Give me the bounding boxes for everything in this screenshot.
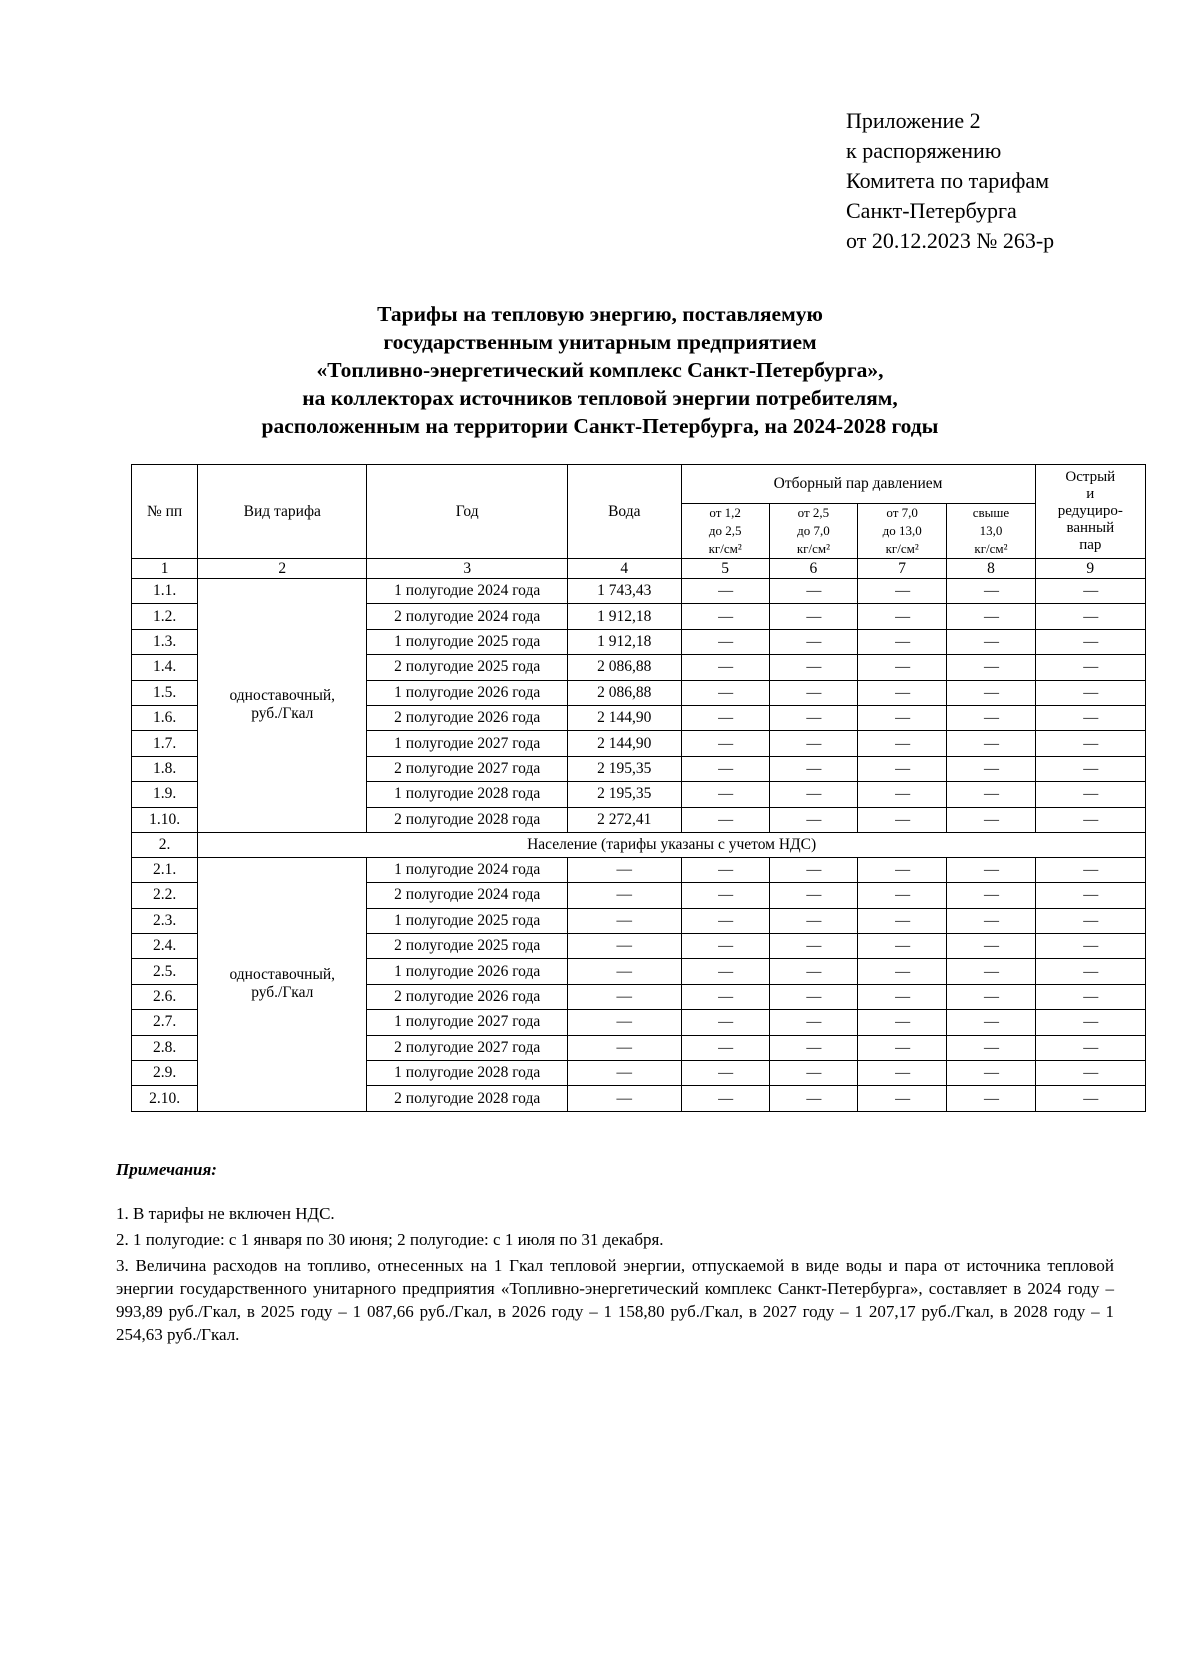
row-dash-cell: — (947, 1061, 1035, 1086)
row-dash-cell: — (769, 655, 857, 680)
row-dash-cell: — (947, 959, 1035, 984)
row-dash-cell: — (769, 782, 857, 807)
row-dash-cell: — (1035, 1035, 1145, 1060)
row-num: 2.10. (132, 1086, 198, 1111)
row-dash-cell: — (858, 908, 947, 933)
row-num: 2.9. (132, 1061, 198, 1086)
row-dash-cell: — (681, 908, 769, 933)
row-dash-cell: — (947, 1035, 1035, 1060)
header-year: Год (367, 465, 568, 559)
row-dash-cell: — (681, 984, 769, 1009)
row-dash-cell: — (769, 731, 857, 756)
row-dash-cell: — (769, 984, 857, 1009)
column-number-row (132, 559, 1146, 579)
column-number: 7 (858, 559, 947, 579)
row-dash-cell: — (769, 857, 857, 882)
row-dash-cell: — (681, 1010, 769, 1035)
row-num: 1.8. (132, 756, 198, 781)
row-dash-cell: — (769, 807, 857, 832)
title-line: государственным унитарным предприятием (383, 330, 817, 354)
row-water: 1 743,43 (568, 579, 681, 604)
row-dash-cell: — (1035, 1061, 1145, 1086)
row-num: 2.1. (132, 857, 198, 882)
row-dash-cell: — (681, 756, 769, 781)
row-water: — (568, 908, 681, 933)
row-dash-cell: — (858, 984, 947, 1009)
row-dash-cell: — (681, 782, 769, 807)
row-year: 1 полугодие 2028 года (367, 782, 568, 807)
row-dash-cell: — (1035, 857, 1145, 882)
row-year: 1 полугодие 2027 года (367, 1010, 568, 1035)
row-dash-cell: — (858, 857, 947, 882)
row-dash-cell: — (681, 807, 769, 832)
row-dash-cell: — (858, 807, 947, 832)
tariff-type-line: одноставочный, (229, 966, 336, 984)
header-sharp-steam-line: ванный (1066, 520, 1115, 536)
row-dash-cell: — (947, 984, 1035, 1009)
header-steam-4-line: 13,0 (979, 523, 1003, 538)
row-num: 1.1. (132, 579, 198, 604)
header-steam-2-line: от 2,5 (797, 505, 830, 520)
row-dash-cell: — (858, 1035, 947, 1060)
row-water: — (568, 1061, 681, 1086)
row-year: 1 полугодие 2026 года (367, 680, 568, 705)
row-dash-cell: — (1035, 807, 1145, 832)
row-dash-cell: — (681, 680, 769, 705)
row-dash-cell: — (858, 604, 947, 629)
row-dash-cell: — (769, 629, 857, 654)
tariff-type-line: одноставочный, (229, 687, 336, 705)
column-number: 3 (367, 559, 568, 579)
row-num: 2.2. (132, 883, 198, 908)
row-dash-cell: — (681, 731, 769, 756)
header-steam-1 (681, 504, 769, 559)
row-num: 1.9. (132, 782, 198, 807)
row-dash-cell: — (1035, 680, 1145, 705)
notes-title: Примечания: (116, 1160, 217, 1179)
section-label: Население (тарифы указаны с учетом НДС) (198, 832, 1146, 857)
row-water: — (568, 934, 681, 959)
row-water: — (568, 1086, 681, 1111)
row-dash-cell: — (1035, 604, 1145, 629)
row-num: 1.10. (132, 807, 198, 832)
row-dash-cell: — (1035, 756, 1145, 781)
header-sharp-steam (1035, 465, 1145, 559)
row-year: 2 полугодие 2028 года (367, 1086, 568, 1111)
header-sharp-steam-line: редуциро- (1057, 503, 1123, 519)
appendix-line: от 20.12.2023 № 263-р (846, 228, 1055, 253)
row-dash-cell: — (947, 680, 1035, 705)
row-dash-cell: — (947, 1086, 1035, 1111)
row-dash-cell: — (1035, 731, 1145, 756)
header-sharp-steam-line: пар (1079, 537, 1102, 553)
row-water: 2 195,35 (568, 756, 681, 781)
row-water: — (568, 1035, 681, 1060)
row-dash-cell: — (947, 731, 1035, 756)
row-dash-cell: — (769, 959, 857, 984)
header-steam-4-line: кг/см² (974, 541, 1008, 556)
row-year: 1 полугодие 2025 года (367, 629, 568, 654)
tariff-type-line: руб./Гкал (251, 705, 314, 723)
row-dash-cell: — (1035, 629, 1145, 654)
row-dash-cell: — (681, 655, 769, 680)
row-num: 2.5. (132, 959, 198, 984)
appendix-line: Санкт-Петербурга (846, 198, 1017, 223)
row-num: 2.6. (132, 984, 198, 1009)
row-dash-cell: — (858, 705, 947, 730)
row-dash-cell: — (1035, 705, 1145, 730)
row-year: 1 полугодие 2024 года (367, 857, 568, 882)
row-water: 2 144,90 (568, 731, 681, 756)
row-dash-cell: — (947, 655, 1035, 680)
row-year: 1 полугодие 2027 года (367, 731, 568, 756)
row-dash-cell: — (769, 604, 857, 629)
row-dash-cell: — (858, 934, 947, 959)
notes-section (116, 1160, 1114, 1349)
appendix-line: Приложение 2 (846, 108, 981, 133)
header-num: № пп (132, 465, 198, 559)
row-dash-cell: — (1035, 908, 1145, 933)
table-row (132, 579, 1146, 604)
header-steam-3-line: кг/см² (885, 541, 919, 556)
column-number: 9 (1035, 559, 1145, 579)
header-sharp-steam-line: и (1086, 486, 1095, 502)
row-year: 1 полугодие 2028 года (367, 1061, 568, 1086)
row-dash-cell: — (681, 604, 769, 629)
row-dash-cell: — (681, 1086, 769, 1111)
column-number: 2 (198, 559, 367, 579)
row-dash-cell: — (681, 1061, 769, 1086)
row-dash-cell: — (858, 655, 947, 680)
row-dash-cell: — (1035, 782, 1145, 807)
row-dash-cell: — (681, 959, 769, 984)
row-dash-cell: — (769, 883, 857, 908)
header-steam-2-line: кг/см² (796, 541, 830, 556)
header-steam-1-line: от 1,2 (709, 505, 741, 520)
row-year: 1 полугодие 2026 года (367, 959, 568, 984)
column-number: 6 (769, 559, 857, 579)
row-dash-cell: — (858, 1010, 947, 1035)
row-year: 2 полугодие 2027 года (367, 756, 568, 781)
note-item: 1. В тарифы не включен НДС. (116, 1204, 335, 1223)
row-dash-cell: — (858, 680, 947, 705)
row-year: 1 полугодие 2025 года (367, 908, 568, 933)
row-dash-cell: — (858, 731, 947, 756)
header-steam-1-line: кг/см² (708, 541, 742, 556)
row-dash-cell: — (1035, 934, 1145, 959)
row-num: 1.2. (132, 604, 198, 629)
tariff-table (131, 464, 1146, 1112)
header-sharp-steam-line: Острый (1065, 469, 1116, 485)
row-dash-cell: — (947, 705, 1035, 730)
row-dash-cell: — (858, 1086, 947, 1111)
row-num: 1.7. (132, 731, 198, 756)
row-num: 1.4. (132, 655, 198, 680)
title-line: Тарифы на тепловую энергию, поставляемую (377, 302, 823, 326)
row-dash-cell: — (1035, 1010, 1145, 1035)
row-dash-cell: — (947, 579, 1035, 604)
row-water: 2 086,88 (568, 680, 681, 705)
row-dash-cell: — (947, 883, 1035, 908)
row-year: 2 полугодие 2026 года (367, 705, 568, 730)
header-tariff-type: Вид тарифа (198, 465, 367, 559)
row-dash-cell: — (858, 756, 947, 781)
row-num: 1.6. (132, 705, 198, 730)
header-steam-3-line: от 7,0 (886, 505, 918, 520)
row-dash-cell: — (947, 857, 1035, 882)
row-water: 1 912,18 (568, 629, 681, 654)
row-year: 2 полугодие 2025 года (367, 934, 568, 959)
row-dash-cell: — (769, 705, 857, 730)
table-row (132, 857, 1146, 882)
row-dash-cell: — (1035, 984, 1145, 1009)
row-year: 2 полугодие 2027 года (367, 1035, 568, 1060)
row-year: 2 полугодие 2024 года (367, 604, 568, 629)
row-dash-cell: — (769, 1035, 857, 1060)
header-water: Вода (568, 465, 681, 559)
row-water: 2 195,35 (568, 782, 681, 807)
row-dash-cell: — (769, 1086, 857, 1111)
row-dash-cell: — (947, 934, 1035, 959)
row-dash-cell: — (681, 705, 769, 730)
row-dash-cell: — (858, 782, 947, 807)
row-num: 1.3. (132, 629, 198, 654)
row-dash-cell: — (1035, 959, 1145, 984)
row-dash-cell: — (947, 1010, 1035, 1035)
row-dash-cell: — (681, 579, 769, 604)
row-dash-cell: — (947, 604, 1035, 629)
title-line: на коллекторах источников тепловой энергии потребителям, (302, 386, 898, 410)
row-water: — (568, 883, 681, 908)
row-water: — (568, 984, 681, 1009)
row-dash-cell: — (858, 959, 947, 984)
header-steam-4 (947, 504, 1035, 559)
column-number: 5 (681, 559, 769, 579)
section-num: 2. (132, 832, 198, 857)
row-dash-cell: — (681, 629, 769, 654)
row-dash-cell: — (681, 934, 769, 959)
row-dash-cell: — (858, 579, 947, 604)
header-steam-1-line: до 2,5 (708, 523, 742, 538)
document-title (150, 300, 1050, 440)
column-number: 8 (947, 559, 1035, 579)
row-water: 2 144,90 (568, 705, 681, 730)
row-dash-cell: — (858, 1061, 947, 1086)
appendix-line: Комитета по тарифам (846, 168, 1050, 193)
row-water: — (568, 857, 681, 882)
row-water: 2 272,41 (568, 807, 681, 832)
header-steam-2 (769, 504, 857, 559)
header-steam-2-line: до 7,0 (797, 523, 830, 538)
header-steam-group: Отборный пар давлением (681, 465, 1035, 504)
row-num: 2.3. (132, 908, 198, 933)
row-dash-cell: — (947, 908, 1035, 933)
row-year: 1 полугодие 2024 года (367, 579, 568, 604)
appendix-reference (846, 106, 1054, 256)
row-dash-cell: — (858, 883, 947, 908)
header-steam-3-line: до 13,0 (882, 523, 922, 538)
header-steam-3 (858, 504, 947, 559)
row-dash-cell: — (769, 934, 857, 959)
row-dash-cell: — (769, 756, 857, 781)
group1-tariff-type (198, 579, 367, 833)
row-dash-cell: — (769, 1010, 857, 1035)
row-water: — (568, 959, 681, 984)
tariff-type-line: руб./Гкал (251, 984, 314, 1002)
row-water: 1 912,18 (568, 604, 681, 629)
group2-tariff-type (198, 857, 367, 1111)
row-num: 1.5. (132, 680, 198, 705)
row-dash-cell: — (681, 857, 769, 882)
row-dash-cell: — (769, 908, 857, 933)
row-dash-cell: — (769, 579, 857, 604)
row-dash-cell: — (947, 629, 1035, 654)
row-dash-cell: — (1035, 579, 1145, 604)
row-num: 2.7. (132, 1010, 198, 1035)
row-dash-cell: — (1035, 655, 1145, 680)
row-dash-cell: — (1035, 883, 1145, 908)
row-dash-cell: — (1035, 1086, 1145, 1111)
title-line: «Топливно-энергетический комплекс Санкт-Петербурга», (316, 358, 884, 382)
row-water: 2 086,88 (568, 655, 681, 680)
column-number: 4 (568, 559, 681, 579)
title-line: расположенным на территории Санкт-Петербурга, на 2024-2028 годы (261, 414, 939, 438)
note-item: 3. Величина расходов на топливо, отнесенных на 1 Гкал тепловой энергии, отпускаемой в виде воды и пара от источника тепловой энергии государственного унитарного предприятия «Топливно-энергетический комплекс Санкт-Петербурга», составляет в 2024 году – 993,89 руб./Гкал, в 2025 году – 1 087,66 руб./Гкал, в 2026 году – 1 158,80 руб./Гкал, в 2027 году – 1 207,17 руб./Гкал, в 2028 году – 1 254,63 руб./Гкал. (116, 1256, 1114, 1344)
row-dash-cell: — (947, 756, 1035, 781)
note-item: 2. 1 полугодие: с 1 января по 30 июня; 2 полугодие: с 1 июля по 31 декабря. (116, 1230, 664, 1249)
section-row (132, 832, 1146, 857)
row-dash-cell: — (681, 883, 769, 908)
row-year: 2 полугодие 2025 года (367, 655, 568, 680)
appendix-line: к распоряжению (846, 138, 1002, 163)
row-dash-cell: — (769, 680, 857, 705)
row-num: 2.4. (132, 934, 198, 959)
row-year: 2 полугодие 2028 года (367, 807, 568, 832)
row-water: — (568, 1010, 681, 1035)
row-num: 2.8. (132, 1035, 198, 1060)
header-steam-4-line: свыше (972, 505, 1010, 520)
row-dash-cell: — (858, 629, 947, 654)
row-year: 2 полугодие 2024 года (367, 883, 568, 908)
row-dash-cell: — (681, 1035, 769, 1060)
row-dash-cell: — (769, 1061, 857, 1086)
row-year: 2 полугодие 2026 года (367, 984, 568, 1009)
column-number: 1 (132, 559, 198, 579)
row-dash-cell: — (947, 807, 1035, 832)
row-dash-cell: — (947, 782, 1035, 807)
